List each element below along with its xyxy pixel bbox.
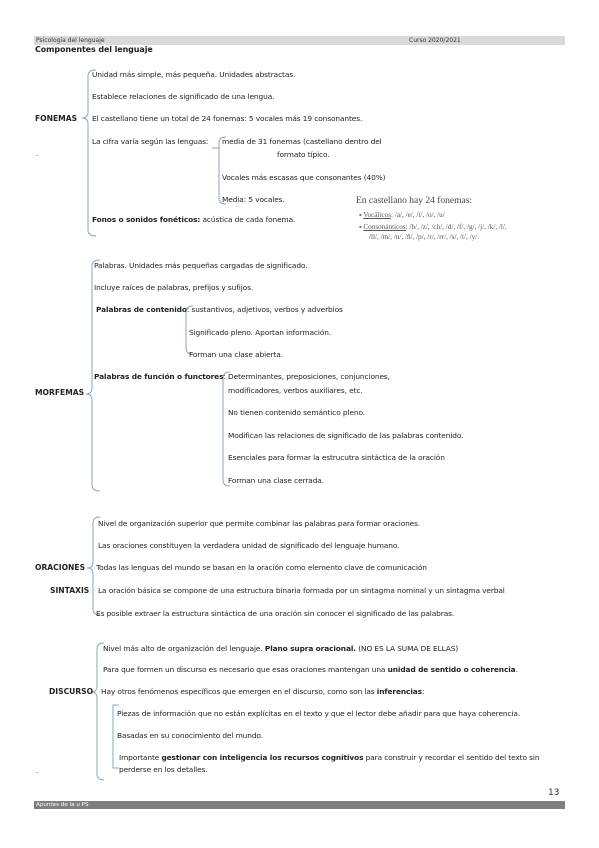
inset-consonantes [359, 223, 507, 232]
contenido-item: Forman una clase abierta. [189, 350, 283, 359]
discurso-line-3 [101, 687, 424, 697]
bullet-dot: . [36, 150, 39, 158]
inset-vocales-value: : /a/, /e/, /i/, /o/, /u/ [391, 211, 445, 219]
funcion-line [94, 372, 390, 382]
discurso-text: Para que formen un discurso es necesario que esas oraciones mantengan una [103, 665, 388, 674]
fonos-rest: acústica de cada fonema. [200, 215, 296, 224]
contenido-first: : sustantivos, adjetivos, verbos y adverbios [186, 305, 343, 314]
footer-text: Apuntes de la u PS [36, 802, 89, 808]
discurso-line-2 [103, 665, 518, 675]
oraciones-item: Es posible extraer la estructura sintáctica de una oración sin conocer el significado de las palabras. [96, 609, 455, 618]
discurso-text: Nivel más alto de organización del lenguaje. [103, 644, 265, 653]
page-number: 13 [548, 788, 560, 798]
discurso-line-1 [103, 644, 458, 654]
fonos-line [92, 215, 295, 225]
discurso-line-4: Piezas de información que no están explícitas en el texto y que el lector debe añadir para que haya coherencia. [117, 709, 521, 718]
square-bullet-icon: ▪ [359, 223, 364, 231]
fonemas-item: Establece relaciones de significado de una lengua. [92, 92, 275, 101]
discurso-text: para construir y recordar el sentido del texto sin [363, 753, 540, 762]
discurso-line-7: perderse en los detalles. [119, 765, 208, 774]
oraciones-item: La oración básica se compone de una estructura binaria formada por un sintagma nominal y un sintagma verbal [98, 586, 505, 595]
inset-vocales [359, 211, 445, 220]
funcion-item: Modifican las relaciones de significado de las palabras contenido. [228, 431, 464, 440]
contenido-label: Palabras de contenido [96, 305, 187, 314]
discurso-bold: unidad de sentido o coherencia [387, 665, 516, 674]
fonemas-label: FONEMAS [35, 114, 78, 123]
sintaxis-label: SINTAXIS [50, 586, 90, 595]
discurso-bold: inferencias [376, 687, 422, 696]
discurso-bold: Plano supra oracional. [264, 644, 356, 653]
page-title: Componentes del lenguaje [35, 45, 153, 54]
discurso-line-6 [119, 753, 539, 763]
square-bullet-icon: ▪ [359, 211, 364, 219]
cifra-label: La cifra varía según las lenguas: [92, 137, 209, 146]
funcion-item: No tienen contenido semántico pleno. [228, 408, 365, 417]
funcion-label: Palabras de función o functores [94, 372, 224, 381]
cifra-item: Vocales más escasas que consonantes (40%) [222, 173, 386, 182]
contenido-line [96, 305, 343, 315]
discurso-text: (NO ES LA SUMA DE ELLAS) [355, 644, 459, 653]
funcion-item: Esenciales para formar la estrucutra sintáctica de la oración [228, 453, 445, 462]
discurso-bold: gestionar con inteligencia los recursos cognitivos [161, 753, 364, 762]
discurso-text: Importante [119, 753, 162, 762]
cifra-item: formato típico. [277, 150, 330, 159]
morfemas-item: Incluye raíces de palabras, prefijos y sufijos. [94, 283, 254, 292]
funcion-first: : Determinantes, preposiciones, conjunciones, [223, 372, 390, 381]
discurso-text: . [515, 665, 518, 674]
inset-consonantes-label: Consonánticos [363, 223, 406, 231]
morfemas-label: MORFEMAS [35, 388, 85, 397]
oraciones-item: Las oraciones constituyen la verdadera unidad de significado del lenguaje humano. [98, 541, 400, 550]
discurso-line-5: Basadas en su conocimiento del mundo. [117, 731, 263, 740]
cifra-item: Media: 5 vocales. [222, 195, 285, 204]
header-left: Psicología del lenguaje [36, 37, 105, 44]
cifra-item: media de 31 fonemas (castellano dentro del [222, 137, 382, 146]
inset-title: En castellano hay 24 fonemas: [356, 196, 473, 206]
discurso-text: Hay otros fenómenos específicos que emergen en el discurso, como son las [101, 687, 377, 696]
header-right: Curso 2020/2021 [409, 37, 461, 44]
fonemas-item: El castellano tiene un total de 24 fonemas: 5 vocales más 19 consonantes. [92, 114, 363, 123]
page-footer [34, 801, 565, 809]
funcion-item: modificadores, verbos auxiliares, etc. [228, 386, 363, 395]
bullet-dot: . [36, 767, 39, 775]
discurso-text: : [421, 687, 425, 696]
morfemas-item: Palabras. Unidades más pequeñas cargadas de significado. [94, 261, 308, 270]
oraciones-item: Nivel de organización superior que permite combinar las palabras para formar oraciones. [98, 519, 421, 528]
inset-consonantes-2: /ll/, /m/, /n/, /ñ/, /p/, /r/, /rr/, /s/, /t/, /y/. [369, 233, 480, 241]
fonemas-item: Unidad más simple, más pequeña. Unidades abstractas. [92, 70, 296, 79]
funcion-item: Forman una clase cerrada. [228, 476, 324, 485]
inset-vocales-label: Vocálicos [363, 211, 392, 219]
inset-consonantes-value: : /b/, /z/, /ch/, /d/, /f/, /g/, /j/, /k/, /l/, [405, 223, 507, 231]
oraciones-item: Todas las lenguas del mundo se basan en la oración como elemento clave de comunicación [96, 563, 427, 572]
discurso-label: DISCURSO [49, 687, 94, 696]
contenido-item: Significado pleno. Aportan información. [189, 328, 332, 337]
oraciones-label: ORACIONES [35, 563, 86, 572]
fonos-bold: Fonos o sonidos fonéticos: [92, 215, 201, 224]
